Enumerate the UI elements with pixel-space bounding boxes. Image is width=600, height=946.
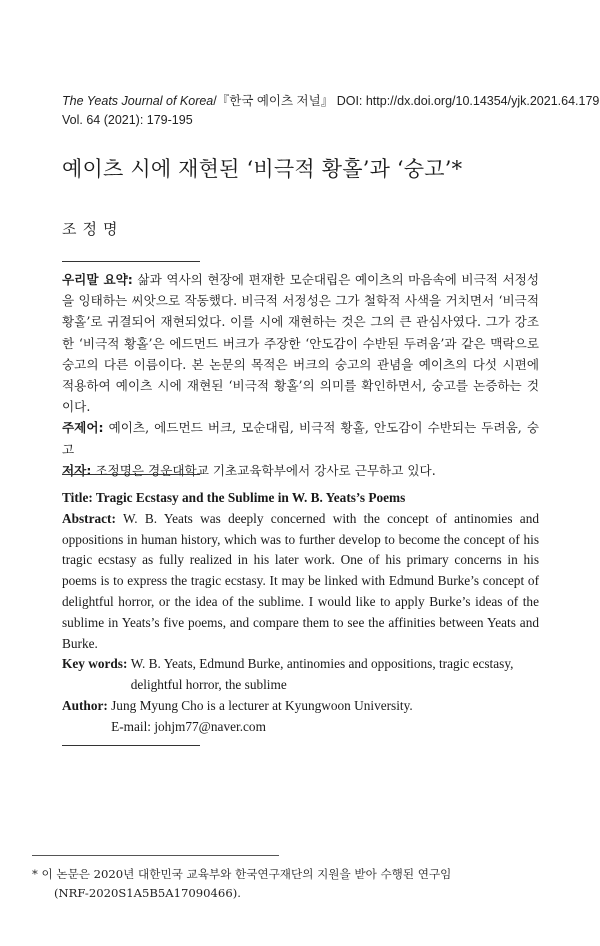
author-name: 조정명 — [62, 220, 124, 238]
english-title — [62, 488, 539, 509]
doi-link[interactable]: DOI: http://dx.doi.org/10.14354/yjk.2021.64.179 — [333, 94, 600, 108]
footnote-line-1: * 이 논문은 2020년 대한민국 교육부와 한국연구재단의 지원을 받아 수행된 연구임 — [32, 867, 452, 881]
author-email[interactable]: E-mail: johjm77@naver.com — [111, 718, 266, 734]
korean-author — [62, 460, 539, 481]
paper-title: 예이츠 시에 재현된 ‘비극적 황홀’과 ‘숭고’* — [62, 157, 463, 181]
english-keywords-label: Key words: — [62, 656, 131, 672]
footnote-divider — [32, 855, 279, 856]
divider — [62, 745, 200, 746]
english-abstract-label: Abstract: — [62, 510, 116, 526]
citation-line — [62, 92, 600, 111]
korean-author-text: 조정명은 경운대학교 기초교육학부에서 강사로 근무하고 있다. — [91, 462, 436, 478]
korean-abstract — [62, 269, 539, 417]
footnote-line-2: (NRF-2020S1A5B5A17090466). — [54, 886, 241, 900]
korean-abstract-label: 우리말 요약: — [62, 272, 133, 287]
english-keywords-text: W. B. Yeats, Edmund Burke, antinomies and oppositions, tragic ecstasy, delightful horror, the sublime — [130, 656, 514, 693]
korean-keywords-text: 예이츠, 에드먼드 버크, 모순대립, 비극적 황홀, 안도감이 수반되는 두려움, 숭고 — [62, 420, 539, 457]
journal-header — [62, 92, 600, 130]
korean-keywords — [62, 417, 539, 459]
english-abstract — [62, 509, 539, 655]
journal-name-korean: /『한국 예이츠 저널』 — [213, 94, 334, 108]
korean-abstract-text: 삶과 역사의 현장에 편재한 모순대립은 예이츠의 마음속에 비극적 서정성을 잉태하는 씨앗으로 작동했다. 비극적 서정성은 그가 철학적 사색을 거치면서 ‘비극적 황홀’로 귀결되어 재현되었다. 이를 시에 재현하는 것은 그의 큰 관심사였다. 그가 강조한 ‘비극적 황홀’은 에드먼드 버크가 주장한 ‘안도감이 수반된 두려움’과 같은 맥락으로 숭고의 다른 이름이다. 본 논문의 목적은 버크의 숭고의 관념을 예이츠의 다섯 시편에 적용하여 예이츠 시에 재현된 ‘비극적 황홀’의 의미를 확인하면서, 숭고를 논증하는 것이다. — [62, 272, 539, 415]
journal-name: The Yeats Journal of Korea — [62, 94, 214, 108]
english-title-text: Title: Tragic Ecstasy and the Sublime in W. B. Yeats’s Poems — [62, 490, 406, 505]
divider — [62, 474, 200, 475]
korean-abstract-section — [62, 269, 539, 481]
footnote — [32, 865, 532, 903]
english-author-label: Author: — [62, 697, 112, 713]
divider — [62, 261, 200, 262]
korean-keywords-label: 주제어: — [62, 420, 104, 436]
volume-line: Vol. 64 (2021): 179-195 — [62, 113, 193, 127]
english-author-text: Jung Myung Cho is a lecturer at Kyungwoon University. — [111, 697, 413, 713]
english-abstract-text: W. B. Yeats was deeply concerned with the concept of antinomies and oppositions in human history, which was to further develop to become the concept of his tragic ecstasy as fully realized in his later work. One of his primary concerns in his poems is to express the tragic ecstasy. It may be linked with Edmund Burke’s concept of delightful horror, or the idea of the sublime. I would like to apply Burke’s ideas of the sublime in Yeats’s five poems, and compare them to see the affinities between Yeats and Burke. — [62, 510, 539, 651]
english-abstract-section — [62, 488, 539, 738]
english-author — [62, 696, 539, 738]
korean-author-label: 저자: — [62, 462, 92, 478]
english-keywords — [62, 654, 539, 696]
